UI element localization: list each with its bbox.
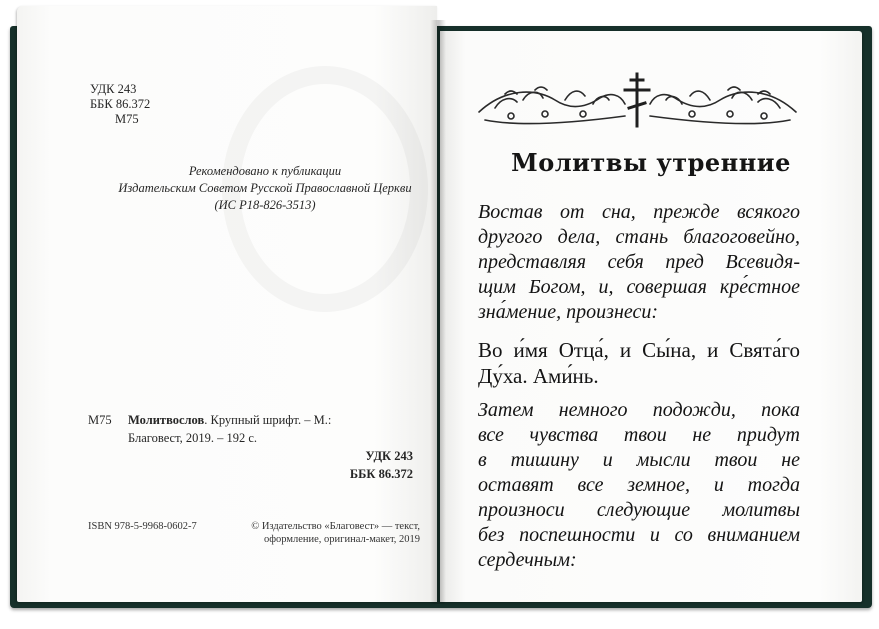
biblio-line2: Благовест, 2019. – 192 с. (128, 431, 258, 445)
text-line: представляя себя пред Всевидя- (478, 251, 800, 273)
instruction-paragraph (478, 398, 800, 573)
text-line: Во и́мя Отца́, и Сы́на, и Свята́го (478, 338, 800, 362)
text-line: Ду́ха. Ами́нь. (478, 364, 599, 388)
text-line: щим Богом, и, совершая кре́стное (478, 276, 800, 298)
biblio-udk: УДК 243 (365, 449, 413, 463)
left-page (17, 6, 437, 602)
publication-recommendation (110, 163, 420, 214)
book-gutter (430, 20, 446, 604)
author-mark: М75 (115, 112, 139, 126)
bibliographic-record (88, 411, 413, 483)
text-line: Востав от сна, прежде всякого (478, 201, 800, 223)
biblio-line1: . Крупный шрифт. – М.: (204, 413, 332, 427)
text-line: зна́мение, произнеси: (478, 301, 659, 323)
copyright-line: оформление, оригинал-макет, 2019 (263, 534, 420, 545)
text-line: сердечным: (478, 549, 577, 571)
text-line: оставят все земное, и тогда (478, 474, 800, 496)
orthodox-cross-icon (625, 74, 649, 126)
page-heading: Молитвы утренние (511, 148, 791, 177)
copyright-line: © Издательство «Благовест» — текст, (251, 521, 420, 532)
recommendation-line: (ИС Р18-826-3513) (214, 198, 316, 212)
floral-ornament-headpiece (475, 70, 800, 134)
isbn: ISBN 978-5-9968-0602-7 (88, 521, 197, 532)
bbk-code: ББК 86.372 (90, 97, 151, 111)
invocation-paragraph (478, 337, 800, 389)
udk-classification-block (90, 82, 150, 127)
text-line: произноси следующие молитвы (478, 499, 800, 521)
recommendation-line: Рекомендовано к публикации (188, 164, 342, 178)
intro-paragraph (478, 200, 800, 325)
text-line: Затем немного подожди, пока (478, 399, 800, 421)
biblio-bbk: ББК 86.372 (349, 467, 413, 481)
text-line: другого дела, стань благоговейно, (478, 226, 800, 248)
recommendation-line: Издательским Советом Русской Православной Церкви (118, 181, 412, 195)
copyright (220, 520, 420, 546)
text-line: все чувства твои не придут (478, 424, 800, 446)
text-line: в тишину и мысли твои не (478, 449, 800, 471)
text-line: без поспешности и со вниманием (478, 524, 800, 546)
biblio-code: М75 (88, 413, 112, 427)
udk-code: УДК 243 (90, 82, 137, 96)
biblio-title: Молитвослов (128, 413, 205, 427)
